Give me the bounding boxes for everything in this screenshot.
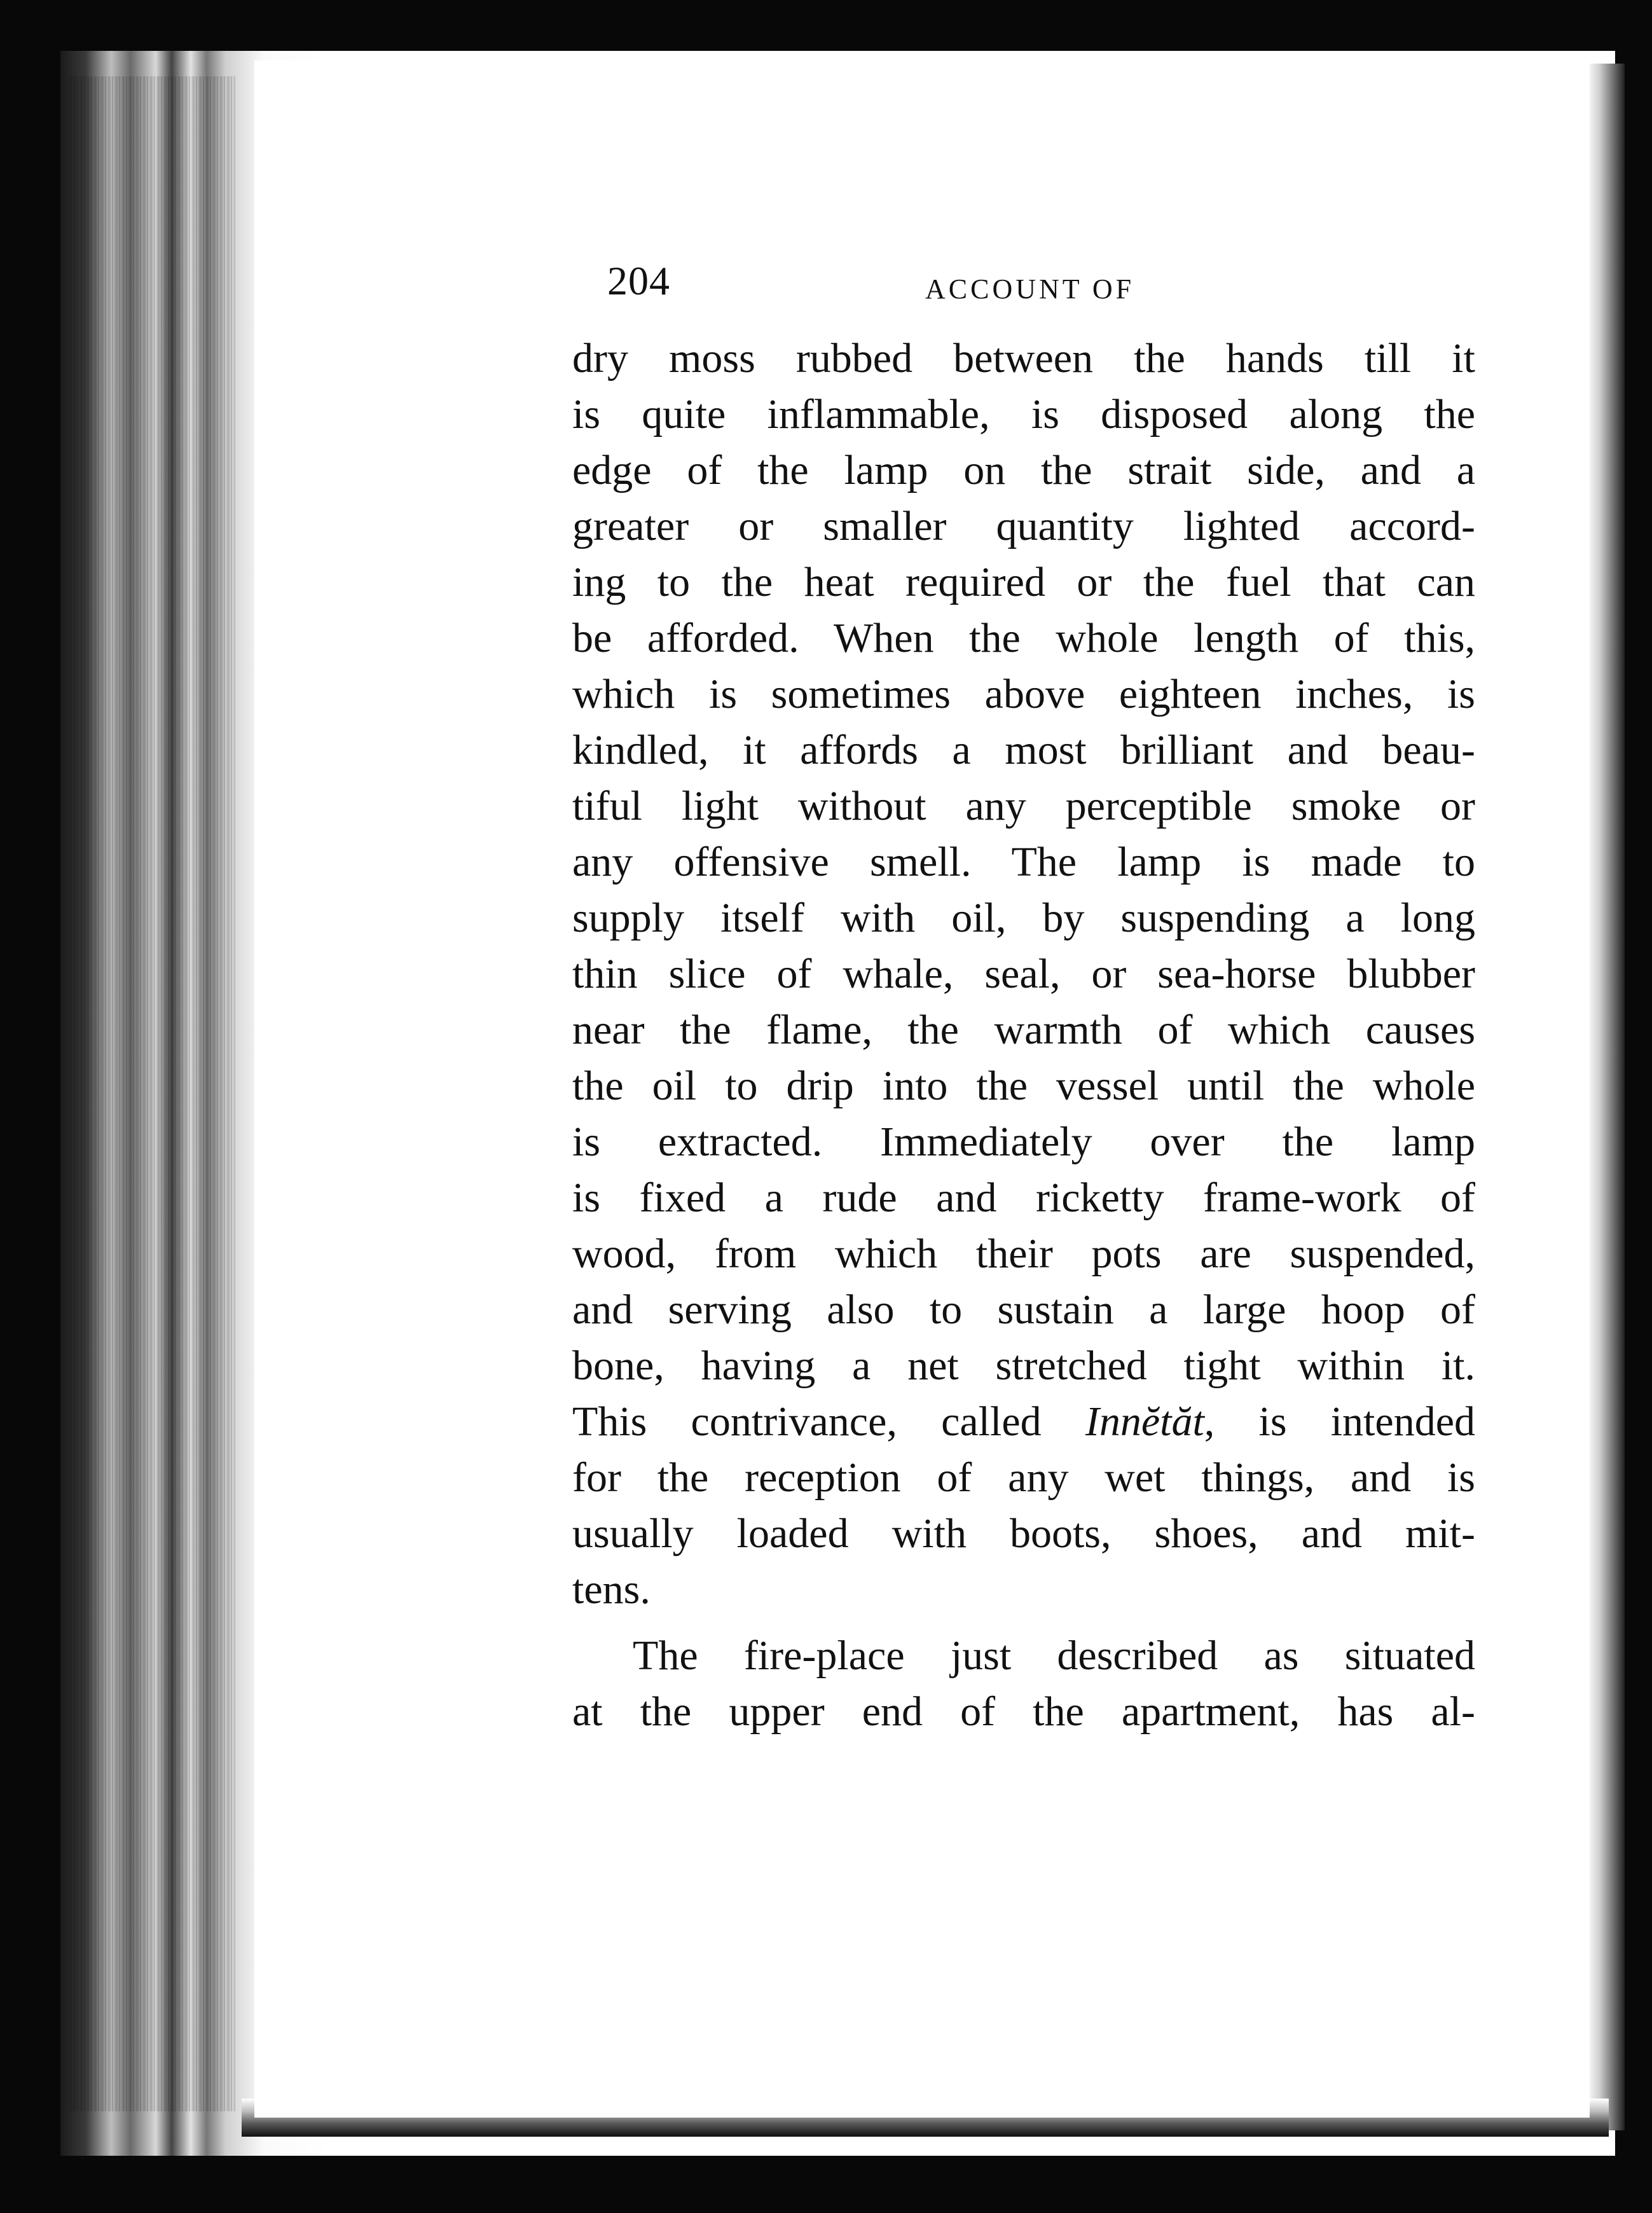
text-line: near the flame, the warmth of which causes — [572, 1007, 1475, 1053]
page-header — [607, 258, 1434, 321]
text-line: is quite inflammable, is disposed along the — [572, 391, 1475, 438]
text-line: wood, from which their pots are suspended, — [572, 1231, 1475, 1277]
page-number: 204 — [607, 258, 670, 303]
text-line: the oil to drip into the vessel until the whole — [572, 1063, 1475, 1109]
text-line: dry moss rubbed between the hands till it — [572, 335, 1475, 382]
text-line: be afforded. When the whole length of this, — [572, 615, 1475, 661]
right-page-edge — [1587, 64, 1625, 2130]
text-line: thin slice of whale, seal, or sea-horse blubber — [572, 951, 1475, 997]
text-line: for the reception of any wet things, and is — [572, 1454, 1475, 1501]
page-edges — [70, 76, 235, 2111]
text-line: edge of the lamp on the strait side, and a — [572, 447, 1475, 493]
italic-term: Innĕtăt — [1085, 1398, 1204, 1445]
text-line: The fire-place just described as situated — [633, 1632, 1475, 1679]
text-line: usually loaded with boots, shoes, and mit- — [572, 1510, 1475, 1557]
text-line: ing to the heat required or the fuel that can — [572, 559, 1475, 605]
text-line: at the upper end of the apartment, has al- — [572, 1688, 1475, 1735]
text-line: bone, having a net stretched tight within it. — [572, 1342, 1475, 1389]
text-line: greater or smaller quantity lighted accord- — [572, 503, 1475, 549]
text-segment: This contrivance, called — [572, 1398, 1085, 1445]
text-line: supply itself with oil, by suspending a long — [572, 895, 1475, 941]
text-line: is extracted. Immediately over the lamp — [572, 1119, 1475, 1165]
text-line: and serving also to sustain a large hoop of — [572, 1286, 1475, 1333]
text-line — [572, 1394, 1475, 1450]
running-head: ACCOUNT OF — [925, 273, 1135, 305]
text-line: tens. — [572, 1566, 650, 1613]
text-segment: , is intended — [1204, 1398, 1475, 1445]
text-line: tiful light without any perceptible smoke or — [572, 783, 1475, 829]
text-line: is fixed a rude and ricketty frame-work of — [572, 1175, 1475, 1221]
text-line: which is sometimes above eighteen inches, is — [572, 671, 1475, 717]
text-line: kindled, it affords a most brilliant and beau- — [572, 727, 1475, 773]
text-line: any offensive smell. The lamp is made to — [572, 839, 1475, 885]
